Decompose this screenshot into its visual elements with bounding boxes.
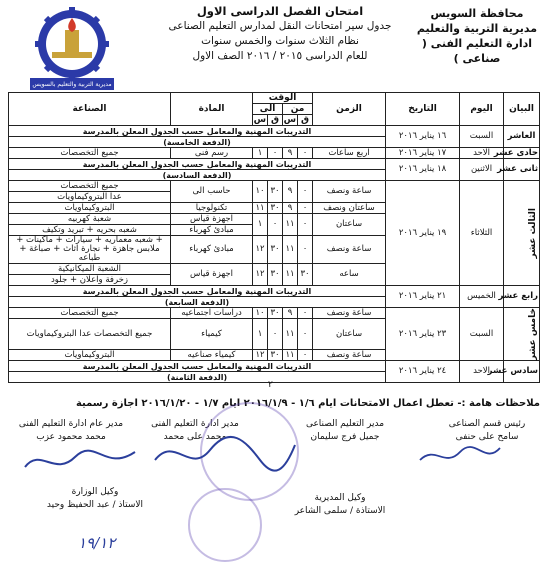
col-date: التاريخ [386,93,460,126]
cell-industry: جميع التخصصات [9,148,171,159]
cell-day: السبت [460,126,504,148]
cell-time: ساعة ونصف [313,181,386,203]
cell-to-s: ١٠ [253,308,268,319]
cell-industry: الشعبة الميكانيكية [9,264,171,275]
signature-deputy-directorate [280,492,400,518]
cell-industry: جميع التخصصات [9,181,171,192]
signature-name: الاستاذ / عبد الحفيظ وحيد [46,500,144,510]
important-notes: ملاحظات هامة :- تعطل اعمال الامتحانات ايام ١/٦ - ٢٠١٦/١/٩ ايام ١/٧ - ٢٠١٦/١/٢٠ اجازة رسمية [75,398,540,409]
cell-from-q: ٠ [298,319,313,350]
cell-from-s: ٩ [283,308,298,319]
cell-note: التدريبات المهنية والمعامل حسب الجدول المعلن بالمدرسة [9,159,386,170]
table-row [9,361,540,372]
signature-name: محمد محمود عزب [36,432,106,442]
cell-from-s: ١١ [283,264,298,286]
col-to-s: س [253,114,267,125]
cell-bayan: حادى عشر [493,147,539,158]
cell-from-q: ٠ [298,236,313,264]
cell-day: الاثنين [460,159,504,181]
cell-from-q: ٠ [298,148,313,159]
system-title: نظام الثلاث سنوات والخمس سنوات [201,35,359,47]
cell-from-s: ١١ [283,236,298,264]
cell-to-q: ٠ [268,148,283,159]
cell-date: ٢٣ يناير ٢٠١٦ [386,308,460,361]
signature-industrial-director [290,418,400,444]
signature-name: جميل فرج سليمان [310,432,380,442]
signature-name: محمد على محمد [163,432,227,442]
schedule-title: جدول سير امتحانات النقل لمدارس التعليم الصناعى [168,20,392,32]
cell-industry: البتروكيماويات [9,350,171,361]
signature-title: وكيل الوزارة [71,487,119,497]
cell-from-q: ٠ [298,350,313,361]
cell-date: ١٩ يناير ٢٠١٦ [386,181,460,286]
cell-time: اربع ساعات [313,148,386,159]
cell-batch: (الدفعة الخامسة) [9,137,386,148]
cell-date: ١٧ يناير ٢٠١٦ [386,148,460,159]
cell-day: الاحد [460,361,504,383]
cell-bayan-text: الثالث عشر [528,207,539,259]
cell-subject: مبادئ كهرباء [171,225,253,236]
cell-note: التدريبات المهنية والمعامل حسب الجدول المعلن بالمدرسة [9,361,386,372]
cell-from-q: ٠ [298,203,313,214]
signature-name: سامح على حنفى [455,432,519,442]
cell-time: ساعتان ونصف [313,203,386,214]
cell-from-s: ١١ [283,350,298,361]
cell-to-q: ٣٠ [268,236,283,264]
official-stamp [188,488,262,562]
cell-date: ١٦ يناير ٢٠١٦ [386,126,460,148]
year-title: للعام الدراسى ٢٠١٥ / ٢٠١٦ الصف الاول [192,50,368,62]
cell-subject: رسم فنى [171,148,253,159]
cell-to-q: ٠ [268,214,283,236]
cell-to-s: ١ [253,214,268,236]
administration-label: ادارة التعليم الفنى ( صناعى ) [421,37,533,65]
cell-subject: كيمياء [171,319,253,350]
cell-date: ١٨ يناير ٢٠١٦ [386,159,460,181]
cell-from-s: ١١ [283,319,298,350]
cell-to-s: ١٢ [253,350,268,361]
cell-bayan: رابع عشر [504,286,540,308]
cell-from-s: ٩ [283,148,298,159]
cell-to-q: ٣٠ [268,264,283,286]
cell-industry: + شعبه معماريه + سيارات + ماكينات + ملابس جاهزة + نجارة اثاث + صباغة + طباعه [9,236,171,264]
table-row [9,148,540,159]
signature-title: رئيس قسم الصناعى [448,419,526,429]
cell-to-s: ١١ [253,203,268,214]
cell-time: ساعة ونصف [313,350,386,361]
cell-subject: مبادئ كهرباء [171,236,253,264]
signature-title: مدير عام ادارة التعليم الفنى [18,419,124,429]
cell-bayan [504,181,540,286]
cell-subject: كيمياء صناعيه [171,350,253,361]
col-from: من [283,104,313,115]
logo-caption: مديرية التربية والتعليم بالسويس [32,81,112,88]
cell-industry: البتروكيماويات [9,203,171,214]
cell-batch: (الدفعة السابعة) [9,297,386,308]
signature-deputy-minister [30,486,160,512]
col-from-s: س [283,114,297,125]
signature-name: الاستاذة / سلمى الشاعر [294,506,386,516]
exam-title: امتحان الفصل الدراسى الاول [196,4,364,18]
cell-from-q: ٠ [298,214,313,236]
table-row [9,308,540,319]
cell-date: ٢١ يناير ٢٠١٦ [386,286,460,308]
cell-bayan-text: خامس عشر [528,308,539,361]
cell-from-s: ٩ [283,181,298,203]
cell-day: الخميس [460,286,504,308]
cell-to-s: ١ [253,319,268,350]
cell-industry: زخرفة واعلان + جلود [9,275,171,286]
cell-to-s: ١٢ [253,264,268,286]
handwritten-date: ١٩/١٢ [78,534,116,552]
handwritten-signature [150,430,300,480]
cell-subject: دراسات اجتماعيه [171,308,253,319]
header-right [412,6,542,66]
cell-note: التدريبات المهنية والمعامل حسب الجدول المعلن بالمدرسة [9,126,386,137]
cell-bayan [504,308,540,361]
col-time: الزمن [313,93,386,126]
page-number: ٢ [268,380,273,390]
handwritten-signature [415,440,505,470]
handwritten-signature [20,442,140,482]
col-to: الى [253,104,283,115]
cell-to-q: ٣٠ [268,308,283,319]
col-industry: الصناعة [9,93,171,126]
cell-from-s: ٩ [283,203,298,214]
table-row [9,181,540,192]
table-row [9,126,540,137]
cell-to-q: ٠ [268,319,283,350]
col-bayan: البيان [504,93,540,126]
cell-time: ساعة ونصف [313,308,386,319]
cell-time: ساعتان [313,214,386,236]
cell-industry: شعبة كهربيه [9,214,171,225]
cell-from-q: ٣٠ [298,264,313,286]
cell-to-s: ١٠ [253,181,268,203]
signature-general-director [6,418,136,444]
cell-to-s: ١٢ [253,236,268,264]
cell-industry: جميع التخصصات [9,308,171,319]
cell-time: ساعة ونصف [313,236,386,264]
cell-time: ساعتان [313,319,386,350]
col-waqt: الوقت [253,93,313,104]
table-header-row [9,93,540,104]
cell-batch: (الدفعة الثامنة) [9,372,386,383]
cell-bayan: ثانى عشر [504,159,540,181]
table-row [9,159,540,170]
cell-industry: عدا البتروكيماويات [9,192,171,203]
cell-to-q: ٣٠ [268,350,283,361]
cell-subject: اجهزة قياس [171,264,253,286]
cell-to-s: ١ [253,148,268,159]
cell-day: الاحد [460,148,504,159]
cell-industry: شعبه بحريه + تبريد وتكيف [9,225,171,236]
cell-to-q: ٣٠ [268,181,283,203]
col-day: اليوم [460,93,504,126]
signature-title: مدير التعليم الصناعى [305,419,385,429]
col-to-q: ق [268,115,283,126]
header-center [150,4,410,64]
cell-day: السبت [460,308,504,361]
cell-bayan: العاشر [504,126,540,148]
cell-note: التدريبات المهنية والمعامل حسب الجدول المعلن بالمدرسة [9,286,386,297]
table-row [9,286,540,297]
cell-from-s: ١١ [283,214,298,236]
cell-from-q: ٠ [298,308,313,319]
exam-schedule-table [8,92,540,383]
cell-industry: جميع التخصصات عدا البتروكيماويات [9,319,171,350]
cell-subject: حاسب الى [171,181,253,203]
signature-title: مدير ادارة التعليم الفنى [151,419,239,429]
signature-title: وكيل المديرية [314,493,366,503]
col-from-q: ق [298,115,313,126]
cell-day: الثلاثاء [460,181,504,286]
governorate-label: محافظة السويس [430,7,524,20]
cell-time: ساعه [313,264,386,286]
cell-bayan: سادس عشر [504,361,540,383]
directorate-label: مديرية التربية والتعليم [416,22,538,35]
cell-subject: اجهزة قياس [171,214,253,225]
cell-from-q: ٠ [298,181,313,203]
cell-batch: (الدفعة السادسة) [9,170,386,181]
cell-to-q: ٣٠ [268,203,283,214]
col-subject: المادة [171,93,253,126]
cell-date: ٢٤ يناير ٢٠١٦ [386,361,460,383]
cell-subject: تكنولوجيا [171,203,253,214]
